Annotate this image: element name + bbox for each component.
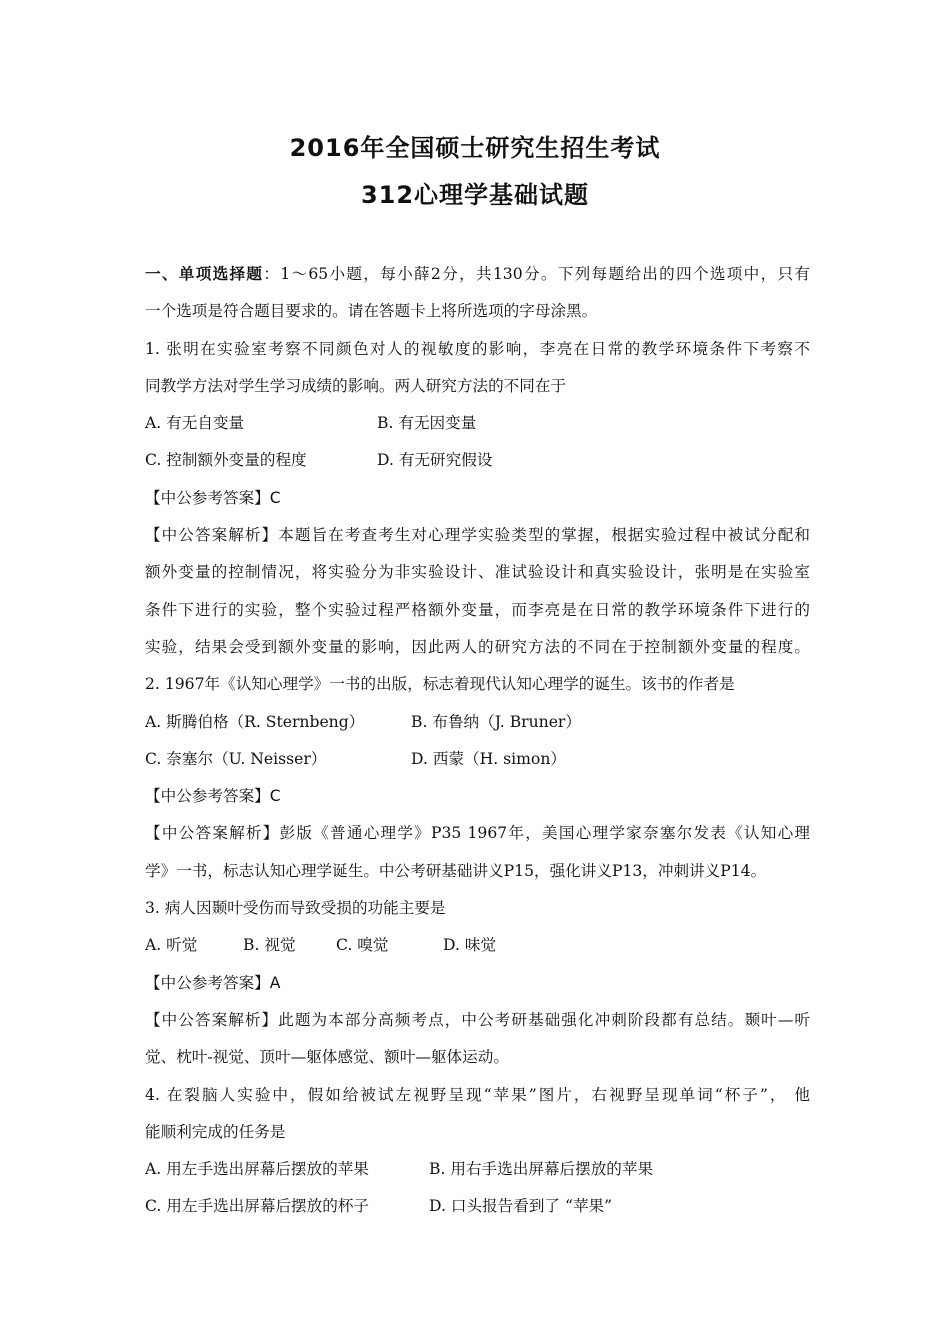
analysis-line: 【中公答案解析】本题旨在考查考生对心理学实验类型的掌握，根据实验过程中被试分配和 <box>145 526 810 545</box>
analysis-line: 学》一书，标志认知心理学诞生。中公考研基础讲义P15，强化讲义P13，冲刺讲义P14。 <box>145 861 767 880</box>
section-label: 一、单项选择题 <box>145 265 264 283</box>
option-a: A. 用左手选出屏幕后摆放的苹果 <box>145 1160 369 1179</box>
analysis-line: 实验，结果会受到额外变量的影响，因此两人的研究方法的不同在于控制额外变量的程度。 <box>145 637 810 656</box>
option-row <box>145 927 810 964</box>
option-row <box>145 405 810 442</box>
question-stem-line: 1. 张明在实验室考察不同颜色对人的视敏度的影响，李亮在日常的教学环境条件下考察不 <box>145 339 810 358</box>
section-intro-line: 一、单项选择题：1～65小题，每小薛2分，共130分。下列每题给出的四个选项中，只有 <box>145 265 810 283</box>
analysis-line: 觉、枕叶-视觉、顶叶—躯体感觉、额叶—躯体运动。 <box>145 1048 509 1067</box>
option-a: A. 有无自变量 <box>145 414 245 433</box>
option-row <box>145 442 810 479</box>
option-c: C. 控制额外变量的程度 <box>145 451 307 470</box>
reference-answer: 【中公参考答案】C <box>145 488 281 507</box>
option-row <box>145 1188 810 1225</box>
option-c: C. 奈塞尔（U. Neisser） <box>145 749 327 768</box>
option-row <box>145 704 810 741</box>
page-title: 2016年全国硕士研究生招生考试 <box>289 134 661 162</box>
option-a: A. 听觉 <box>145 936 198 955</box>
exam-content <box>145 256 810 1226</box>
option-c: C. 嗅觉 <box>336 936 389 955</box>
option-d: D. 有无研究假设 <box>377 451 493 470</box>
section-intro-line: 一个选项是符合题目要求的。请在答题卡上将所选项的字母涂黑。 <box>145 302 598 321</box>
question-stem-line: 能顺利完成的任务是 <box>145 1122 286 1141</box>
option-d: D. 口头报告看到了 “苹果” <box>429 1197 613 1216</box>
reference-answer: 【中公参考答案】C <box>145 787 281 806</box>
option-b: B. 用右手选出屏幕后摆放的苹果 <box>429 1160 654 1179</box>
option-b: B. 视觉 <box>243 936 296 955</box>
option-b: B. 有无因变量 <box>377 414 477 433</box>
question-stem-line: 4. 在裂脑人实验中，假如给被试左视野呈现“苹果”图片，右视野呈现单词“杯子”， 他 <box>145 1085 810 1104</box>
option-a: A. 斯腾伯格（R. Sternbeng） <box>145 712 365 731</box>
option-b: B. 布鲁纳（J. Bruner） <box>411 712 581 731</box>
question-stem-line: 3. 病人因颞叶受伤而导致受损的功能主要是 <box>145 899 446 918</box>
analysis-line: 【中公答案解析】此题为本部分高频考点，中公考研基础强化冲刺阶段都有总结。颞叶—听 <box>145 1010 810 1029</box>
option-d: D. 味觉 <box>443 936 497 955</box>
reference-answer: 【中公参考答案】A <box>145 973 281 992</box>
option-row <box>145 741 810 778</box>
analysis-line: 额外变量的控制情况，将实验分为非实验设计、准试验设计和真实验设计，张明是在实验室 <box>145 563 810 582</box>
question-stem-line: 2. 1967年《认知心理学》一书的出版，标志着现代认知心理学的诞生。该书的作者是 <box>145 675 735 694</box>
page-subtitle: 312心理学基础试题 <box>360 181 590 209</box>
option-c: C. 用左手选出屏幕后摆放的杯子 <box>145 1197 370 1216</box>
analysis-line: 【中公答案解析】彭版《普通心理学》P35 1967年，美国心理学家奈塞尔发表《认知心理 <box>145 824 810 843</box>
option-row <box>145 1151 810 1188</box>
analysis-line: 条件下进行的实验，整个实验过程严格额外变量，而李亮是在日常的教学环境条件下进行的 <box>145 600 810 619</box>
question-stem-line: 同教学方法对学生学习成绩的影响。两人研究方法的不同在于 <box>145 376 567 395</box>
option-d: D. 西蒙（H. simon） <box>411 749 566 768</box>
